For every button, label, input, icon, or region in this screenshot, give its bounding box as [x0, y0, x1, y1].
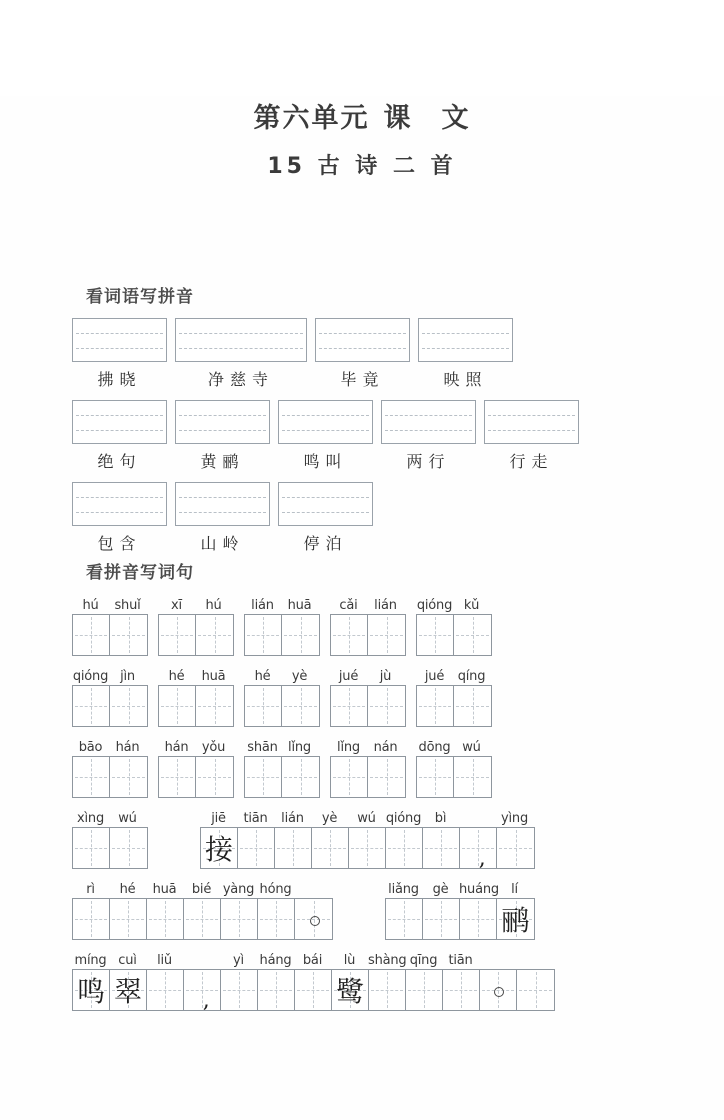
character-grid: [416, 756, 492, 798]
pinyin-char-row: [72, 665, 656, 727]
word-label: 绝句: [97, 452, 142, 471]
pinyin-syllable: tiān: [243, 811, 268, 826]
pinyin-syllable: qíng: [457, 669, 486, 684]
pinyin-syllable: shuǐ: [114, 598, 141, 613]
pinyin-syllable: qīng: [409, 953, 438, 968]
character-cell[interactable]: [159, 686, 196, 726]
word-pinyin-item: [175, 400, 270, 472]
character-grid: [72, 898, 333, 940]
word-label: 山岭: [200, 534, 245, 553]
character-cell[interactable]: [417, 686, 454, 726]
character-grid: [72, 827, 148, 869]
pinyin-char-group: [158, 665, 234, 727]
character-cell[interactable]: [110, 615, 147, 655]
word-pinyin-item: [72, 400, 167, 472]
character-cell[interactable]: [221, 899, 258, 939]
character-cell[interactable]: [73, 757, 110, 797]
pinyin-writing-box[interactable]: [72, 318, 167, 362]
pinyin-syllable: hóng: [259, 882, 292, 897]
pinyin-char-row: [72, 878, 656, 940]
character-cell[interactable]: [417, 615, 454, 655]
character-grid: [330, 756, 406, 798]
pinyin-syllable: lí: [511, 882, 518, 897]
pinyin-syllable: lǐng: [288, 740, 311, 755]
word-pinyin-item: [72, 482, 167, 554]
character-cell[interactable]: [147, 899, 184, 939]
pinyin-syllable: yǒu: [201, 740, 226, 755]
character-grid: [72, 969, 555, 1011]
pinyin-char-row: [72, 949, 656, 1011]
character-grid: [158, 756, 234, 798]
pinyin-label-line: [416, 594, 492, 614]
pinyin-label-line: [72, 878, 333, 898]
word-pinyin-item: [484, 400, 579, 472]
pinyin-label-line: [330, 665, 406, 685]
pinyin-char-group: [330, 594, 406, 656]
word-pinyin-row: [72, 482, 652, 554]
character-grid: [200, 827, 535, 869]
character-cell[interactable]: [497, 828, 534, 868]
pinyin-syllable: huā: [287, 598, 312, 613]
pinyin-syllable: míng: [74, 953, 107, 968]
pinyin-syllable: yè: [321, 811, 338, 826]
word-pinyin-row: [72, 400, 652, 472]
pinyin-syllable: cuì: [118, 953, 137, 968]
character-cell[interactable]: [275, 828, 312, 868]
character-cell[interactable]: [406, 970, 443, 1010]
pinyin-label-line: [72, 807, 148, 827]
pinyin-label-line: [158, 594, 234, 614]
character-cell[interactable]: [497, 899, 534, 939]
character-cell[interactable]: [295, 899, 332, 939]
pinyin-char-group: [72, 665, 148, 727]
pinyin-label-line: [416, 736, 492, 756]
pinyin-char-group: [72, 878, 333, 940]
pinyin-char-group: [72, 949, 555, 1011]
character-cell[interactable]: [238, 828, 275, 868]
pinyin-label-line: [200, 807, 535, 827]
pinyin-char-row: [72, 736, 656, 798]
character-cell[interactable]: [159, 615, 196, 655]
pinyin-char-group: [416, 594, 492, 656]
pinyin-syllable: qióng: [72, 669, 109, 684]
comma-mark: ,: [478, 845, 486, 871]
character-cell[interactable]: [312, 828, 349, 868]
pinyin-syllable: wú: [118, 811, 137, 826]
pinyin-syllable: yìng: [501, 811, 528, 826]
pinyin-syllable: hán: [115, 740, 140, 755]
pinyin-writing-box[interactable]: [418, 318, 513, 362]
lesson-subtitle: 15 古 诗 二 首: [267, 154, 457, 179]
pinyin-writing-box[interactable]: [484, 400, 579, 444]
pinyin-syllable: jué: [338, 669, 359, 684]
character-grid: [416, 614, 492, 656]
character-cell[interactable]: [423, 828, 460, 868]
character-cell[interactable]: [110, 970, 147, 1010]
word-pinyin-item: [315, 318, 410, 390]
character-cell[interactable]: [196, 757, 233, 797]
character-grid: [244, 756, 320, 798]
pinyin-label-line: [158, 736, 234, 756]
pinyin-syllable: hé: [254, 669, 271, 684]
pinyin-syllable: hé: [168, 669, 185, 684]
pinyin-syllable: liǔ: [157, 953, 172, 968]
comma-mark: ,: [202, 987, 210, 1013]
pinyin-label-line: [244, 736, 320, 756]
pinyin-char-row: [72, 594, 656, 656]
pinyin-syllable: yì: [233, 953, 244, 968]
character-cell[interactable]: [73, 615, 110, 655]
pinyin-syllable: hú: [82, 598, 99, 613]
pinyin-syllable: shān: [247, 740, 278, 755]
pinyin-label-line: [244, 665, 320, 685]
character-cell[interactable]: [201, 828, 238, 868]
word-label: 映照: [443, 370, 488, 389]
pinyin-syllable: qióng: [416, 598, 453, 613]
pinyin-syllable: bié: [191, 882, 212, 897]
character-cell[interactable]: [368, 615, 405, 655]
pinyin-writing-box[interactable]: [278, 400, 373, 444]
pinyin-writing-box[interactable]: [175, 482, 270, 526]
pinyin-syllable: rì: [86, 882, 95, 897]
character-cell[interactable]: [110, 686, 147, 726]
written-character: 鸣: [76, 975, 105, 1008]
character-cell[interactable]: [73, 686, 110, 726]
pinyin-char-group: [158, 736, 234, 798]
pinyin-syllable: bì: [434, 811, 447, 826]
period-mark: [494, 987, 504, 997]
pinyin-char-group: [72, 736, 148, 798]
word-pinyin-item: [278, 482, 373, 554]
character-cell[interactable]: [73, 970, 110, 1010]
character-cell[interactable]: [386, 899, 423, 939]
section-words-to-pinyin: [72, 318, 652, 564]
word-label: 行走: [509, 452, 554, 471]
character-grid: [158, 614, 234, 656]
character-cell[interactable]: [331, 757, 368, 797]
pinyin-syllable: hú: [205, 598, 222, 613]
word-pinyin-row: [72, 318, 652, 390]
pinyin-char-group: [244, 665, 320, 727]
pinyin-label-line: [244, 594, 320, 614]
pinyin-writing-box[interactable]: [175, 318, 307, 362]
character-cell[interactable]: [332, 970, 369, 1010]
written-character: 接: [204, 833, 233, 866]
pinyin-syllable: lián: [251, 598, 274, 613]
pinyin-label-line: [72, 949, 555, 969]
character-cell[interactable]: [258, 899, 295, 939]
character-cell[interactable]: [331, 615, 368, 655]
character-cell[interactable]: [110, 828, 147, 868]
pinyin-syllable: liǎng: [388, 882, 419, 897]
character-cell[interactable]: [110, 899, 147, 939]
character-cell[interactable]: [282, 686, 319, 726]
word-label: 停泊: [303, 534, 348, 553]
character-cell[interactable]: [196, 686, 233, 726]
character-cell[interactable]: [282, 757, 319, 797]
character-cell[interactable]: [517, 970, 554, 1010]
word-label: 黄鹂: [200, 452, 245, 471]
pinyin-syllable: wú: [462, 740, 481, 755]
character-cell[interactable]: [369, 970, 406, 1010]
character-cell[interactable]: [221, 970, 258, 1010]
pinyin-syllable: xī: [171, 598, 182, 613]
worksheet-page: [0, 96, 724, 1120]
pinyin-label-line: [330, 594, 406, 614]
pinyin-syllable: huā: [201, 669, 226, 684]
pinyin-char-group: [330, 736, 406, 798]
pinyin-writing-box[interactable]: [72, 482, 167, 526]
pinyin-syllable: wú: [357, 811, 376, 826]
lesson-type-title: 课 文: [383, 103, 471, 134]
word-label: 拂晓: [97, 370, 142, 389]
character-cell[interactable]: [460, 899, 497, 939]
character-cell[interactable]: [258, 970, 295, 1010]
pinyin-char-group: [72, 594, 148, 656]
pinyin-syllable: hán: [164, 740, 189, 755]
character-cell[interactable]: [443, 970, 480, 1010]
pinyin-syllable: hé: [119, 882, 136, 897]
character-cell[interactable]: [245, 686, 282, 726]
pinyin-label-line: [72, 665, 148, 685]
character-cell[interactable]: [159, 757, 196, 797]
character-cell[interactable]: [110, 757, 147, 797]
pinyin-syllable: jiē: [211, 811, 226, 826]
pinyin-syllable: cǎi: [339, 598, 358, 613]
character-grid: [244, 614, 320, 656]
character-cell[interactable]: [386, 828, 423, 868]
pinyin-syllable: kǔ: [463, 598, 480, 613]
word-pinyin-item: [72, 318, 167, 390]
character-cell[interactable]: [368, 757, 405, 797]
character-cell[interactable]: [196, 615, 233, 655]
character-cell[interactable]: [184, 970, 221, 1013]
pinyin-syllable: gè: [432, 882, 449, 897]
pinyin-syllable: háng: [259, 953, 292, 968]
section-pinyin-to-chars: [72, 594, 656, 1020]
character-grid: [158, 685, 234, 727]
section-header-char-writing: 看拼音写词句: [86, 563, 194, 583]
character-grid: [72, 756, 148, 798]
word-pinyin-item: [175, 318, 307, 390]
pinyin-syllable: shàng: [368, 953, 407, 968]
pinyin-syllable: yàng: [222, 882, 255, 897]
pinyin-writing-box[interactable]: [315, 318, 410, 362]
pinyin-label-line: [385, 878, 535, 898]
character-cell[interactable]: [245, 757, 282, 797]
pinyin-writing-box[interactable]: [175, 400, 270, 444]
word-label: 净慈寺: [207, 370, 274, 389]
character-grid: [416, 685, 492, 727]
pinyin-syllable: jìn: [120, 669, 135, 684]
written-character: 鹭: [335, 975, 364, 1008]
character-cell[interactable]: [417, 757, 454, 797]
word-pinyin-item: [418, 318, 513, 390]
pinyin-char-group: [416, 665, 492, 727]
pinyin-syllable: qióng: [385, 811, 422, 826]
character-cell[interactable]: [454, 686, 491, 726]
character-grid: [72, 685, 148, 727]
pinyin-syllable: lián: [281, 811, 304, 826]
pinyin-writing-box[interactable]: [278, 482, 373, 526]
unit-title: 第六单元: [253, 103, 370, 134]
pinyin-syllable: bāo: [78, 740, 103, 755]
character-cell[interactable]: [454, 757, 491, 797]
character-cell[interactable]: [331, 686, 368, 726]
pinyin-syllable: lǐng: [337, 740, 360, 755]
word-pinyin-item: [381, 400, 476, 472]
pinyin-syllable: bái: [302, 953, 323, 968]
word-label: 鸣叫: [303, 452, 348, 471]
pinyin-syllable: jué: [424, 669, 445, 684]
pinyin-label-line: [416, 665, 492, 685]
character-grid: [330, 685, 406, 727]
character-grid: [330, 614, 406, 656]
character-cell[interactable]: [73, 828, 110, 868]
section-header-pinyin-writing: 看词语写拼音: [86, 287, 194, 307]
pinyin-label-line: [72, 736, 148, 756]
pinyin-syllable: huáng: [459, 882, 499, 897]
pinyin-char-group: [330, 665, 406, 727]
word-pinyin-item: [278, 400, 373, 472]
pinyin-writing-box[interactable]: [381, 400, 476, 444]
pinyin-syllable: nán: [373, 740, 398, 755]
pinyin-writing-box[interactable]: [72, 400, 167, 444]
character-cell[interactable]: [295, 970, 332, 1010]
word-label: 毕竟: [340, 370, 385, 389]
character-cell[interactable]: [184, 899, 221, 939]
pinyin-syllable: xìng: [77, 811, 104, 826]
character-cell[interactable]: [282, 615, 319, 655]
pinyin-label-line: [72, 594, 148, 614]
pinyin-char-group: [244, 594, 320, 656]
character-cell[interactable]: [147, 970, 184, 1010]
pinyin-char-group: [385, 878, 535, 940]
pinyin-syllable: dōng: [418, 740, 451, 755]
word-label: 两行: [406, 452, 451, 471]
pinyin-char-group: [72, 807, 148, 869]
character-grid: [72, 614, 148, 656]
pinyin-char-row: [72, 807, 656, 869]
character-grid: [385, 898, 535, 940]
word-pinyin-item: [175, 482, 270, 554]
character-cell[interactable]: [368, 686, 405, 726]
written-character: 鹂: [501, 904, 530, 937]
written-character: 翠: [113, 975, 142, 1008]
pinyin-char-group: [200, 807, 535, 869]
character-cell[interactable]: [480, 970, 517, 1010]
pinyin-char-group: [244, 736, 320, 798]
pinyin-syllable: lù: [343, 953, 356, 968]
character-grid: [244, 685, 320, 727]
pinyin-syllable: yè: [291, 669, 308, 684]
character-cell[interactable]: [245, 615, 282, 655]
pinyin-syllable: jù: [379, 669, 392, 684]
character-cell[interactable]: [73, 899, 110, 939]
pinyin-label-line: [330, 736, 406, 756]
word-label: 包含: [97, 534, 142, 553]
pinyin-char-group: [416, 736, 492, 798]
pinyin-label-line: [158, 665, 234, 685]
character-cell[interactable]: [423, 899, 460, 939]
pinyin-syllable: lián: [374, 598, 397, 613]
character-cell[interactable]: [349, 828, 386, 868]
pinyin-char-group: [158, 594, 234, 656]
pinyin-syllable: huā: [152, 882, 177, 897]
page-title: [0, 96, 724, 135]
character-cell[interactable]: [460, 828, 497, 871]
character-cell[interactable]: [454, 615, 491, 655]
pinyin-syllable: tiān: [448, 953, 473, 968]
period-mark: [310, 916, 320, 926]
